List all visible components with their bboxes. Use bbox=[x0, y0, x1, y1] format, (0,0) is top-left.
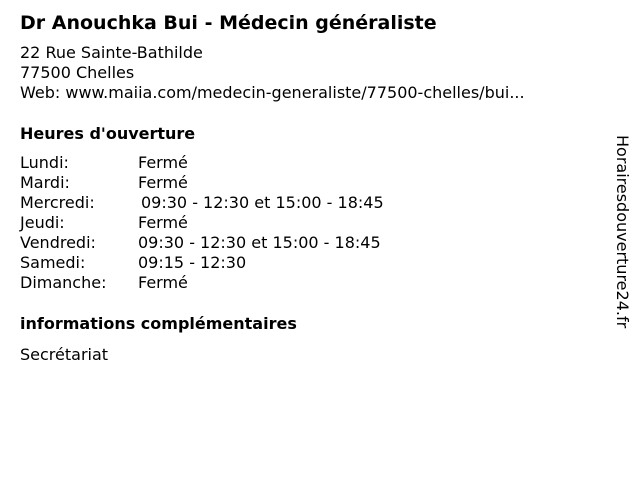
day-label: Jeudi: bbox=[20, 213, 65, 232]
address-block bbox=[20, 43, 525, 103]
opening-hours-heading: Heures d'ouverture bbox=[20, 124, 196, 143]
day-label: Mardi: bbox=[20, 173, 70, 192]
address-street: 22 Rue Sainte-Bathilde bbox=[20, 43, 203, 62]
hours-value: 09:30 - 12:30 et 15:00 - 18:45 bbox=[138, 233, 381, 252]
day-label: Lundi: bbox=[20, 153, 69, 172]
address-city: 77500 Chelles bbox=[20, 63, 135, 82]
hours-value: 09:15 - 12:30 bbox=[138, 253, 247, 272]
website-link[interactable]: Web: www.maiia.com/medecin-generaliste/77500-chelles/bui... bbox=[20, 83, 525, 102]
day-label: Vendredi: bbox=[20, 233, 96, 252]
hours-value: 09:30 - 12:30 et 15:00 - 18:45 bbox=[141, 193, 384, 212]
day-label: Mercredi: bbox=[20, 193, 95, 212]
hours-value: Fermé bbox=[138, 273, 188, 292]
day-label: Dimanche: bbox=[20, 273, 107, 292]
additional-info-heading: informations complémentaires bbox=[20, 314, 297, 333]
hours-value: Fermé bbox=[138, 153, 188, 172]
day-label: Samedi: bbox=[20, 253, 86, 272]
hours-value: Fermé bbox=[138, 173, 188, 192]
page-title: Dr Anouchka Bui - Médecin généraliste bbox=[20, 12, 437, 34]
hours-value: Fermé bbox=[138, 213, 188, 232]
site-watermark: Horairesdouverture24.fr bbox=[613, 135, 632, 329]
additional-info-text: Secrétariat bbox=[20, 345, 109, 364]
